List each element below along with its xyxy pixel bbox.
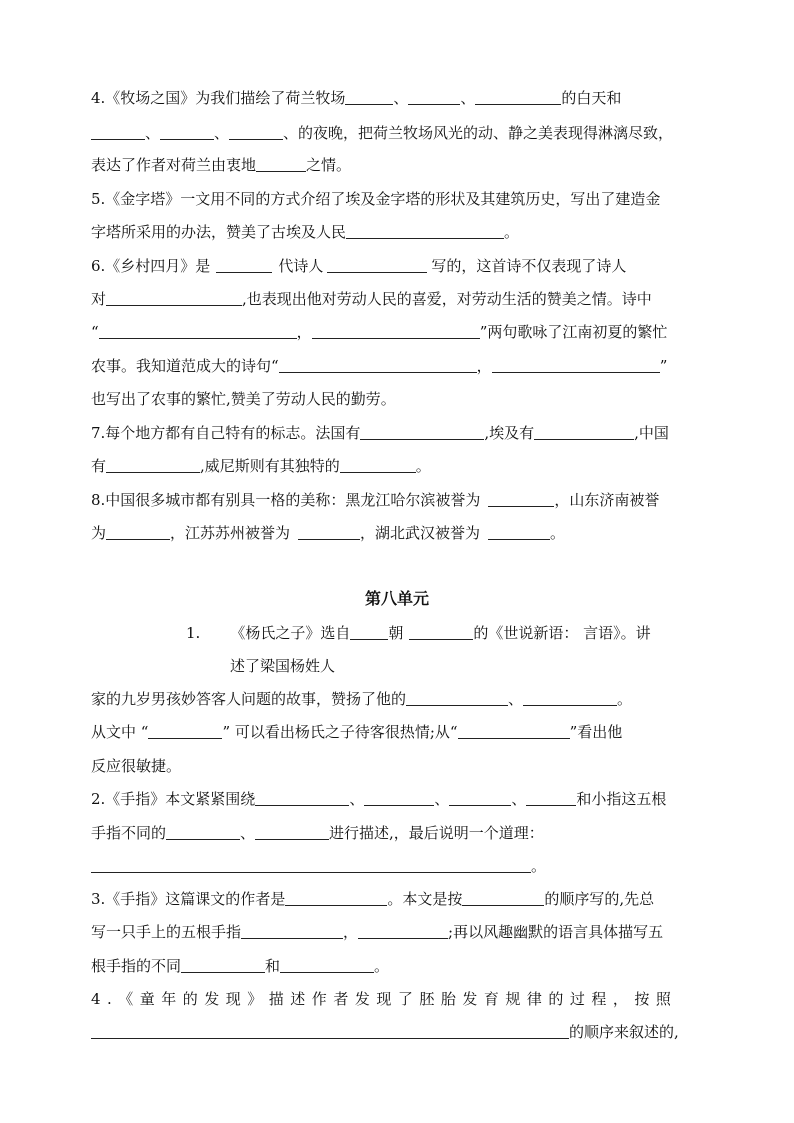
- answer-blank[interactable]: [99, 323, 297, 339]
- answer-blank[interactable]: [255, 824, 329, 840]
- u8q2-text: 、: [349, 790, 365, 808]
- q6-text: 6.《乡村四月》是: [91, 257, 211, 275]
- q8-text: 为: [91, 524, 107, 542]
- answer-blank[interactable]: [298, 524, 360, 540]
- answer-blank[interactable]: [526, 790, 576, 806]
- u8q1-text: 。: [617, 690, 633, 708]
- answer-blank[interactable]: [458, 723, 570, 739]
- q6-text: ”两句歌咏了江南初夏的繁忙: [479, 323, 668, 341]
- q5-text: 字塔所采用的办法，赞美了古埃及人民: [91, 223, 347, 241]
- u8q3-line-2: [91, 922, 703, 942]
- u8q1-line-3: [91, 689, 703, 709]
- u8q1-text: ” 可以看出杨氏之子待客很热情;从“: [222, 723, 458, 741]
- q8-text: ，湖北武汉被誉为: [360, 524, 481, 542]
- answer-blank[interactable]: [285, 890, 387, 906]
- u8q1-line-2: [230, 656, 700, 676]
- answer-blank[interactable]: [409, 624, 473, 640]
- q8-line-2: [91, 523, 703, 543]
- q7-line-1: [91, 423, 703, 443]
- answer-blank[interactable]: [449, 790, 511, 806]
- answer-blank[interactable]: [166, 824, 240, 840]
- answer-blank[interactable]: [345, 89, 393, 105]
- u8q2-text: 、: [434, 790, 450, 808]
- q7-line-2: [91, 456, 703, 476]
- q4-line-1: [91, 88, 703, 108]
- answer-blank[interactable]: [91, 1023, 569, 1039]
- answer-blank[interactable]: [340, 457, 416, 473]
- q6-text: ，: [296, 323, 312, 341]
- u8q2-text: 进行描述,，最后说明一个道理：: [329, 824, 544, 842]
- u8q1-text: 、: [508, 690, 524, 708]
- q8-text: ，山东济南被誉: [554, 491, 660, 509]
- u8q3-text: 。: [374, 957, 390, 975]
- answer-blank[interactable]: [229, 124, 283, 140]
- q4-text: 、: [393, 89, 409, 107]
- q6-line-2: [91, 289, 703, 309]
- answer-blank[interactable]: [462, 890, 544, 906]
- u8q1-text: 家的九岁男孩妙答客人问题的故事，赞扬了他的: [91, 690, 407, 708]
- u8q3-text: ，: [343, 923, 359, 941]
- answer-blank[interactable]: [106, 524, 170, 540]
- answer-blank[interactable]: [488, 524, 550, 540]
- q6-line-5: [91, 389, 703, 409]
- q4-text: 的白天和: [561, 89, 622, 107]
- answer-blank[interactable]: [492, 357, 660, 373]
- u8q3-text: 写一只手上的五根手指: [91, 923, 242, 941]
- u8q1-text: 朝: [388, 624, 404, 642]
- u8q3-text: 根手指的不同: [91, 957, 182, 975]
- answer-blank[interactable]: [534, 424, 634, 440]
- q5-line-2: [91, 222, 703, 242]
- answer-blank[interactable]: [181, 957, 265, 973]
- u8q1-text: 反应很敏捷。: [91, 757, 182, 775]
- q7-text: 有: [91, 457, 107, 475]
- q6-text: 对: [91, 290, 107, 308]
- u8q3-text: 3.《手指》这篇课文的作者是: [91, 890, 286, 908]
- u8q1-text: 《杨氏之子》选自: [230, 624, 351, 642]
- u8q3-line-1: [91, 889, 703, 909]
- answer-blank[interactable]: [91, 124, 145, 140]
- q4-text: 、: [145, 124, 161, 142]
- answer-blank[interactable]: [360, 424, 484, 440]
- q4-text: 4.《牧场之国》为我们描绘了荷兰牧场: [91, 89, 346, 107]
- u8q3-text: 的顺序写的,先总: [544, 890, 655, 908]
- answer-blank[interactable]: [358, 923, 448, 939]
- q4-line-2: [91, 123, 703, 143]
- q4-text: 表达了作者对荷兰由衷地: [91, 156, 257, 174]
- u8q1-text: 述了梁国杨姓人: [230, 657, 336, 675]
- answer-blank[interactable]: [406, 690, 508, 706]
- answer-blank[interactable]: [350, 624, 388, 640]
- q5-text: 5.《金字塔》一文用不同的方式介绍了埃及金字塔的形状及其建筑历史，写出了建造金: [91, 190, 661, 208]
- u8q2-line-2: [91, 823, 703, 843]
- answer-blank[interactable]: [160, 124, 214, 140]
- u8q3-text: ;再以风趣幽默的语言具体描写五: [448, 923, 664, 941]
- answer-blank[interactable]: [364, 790, 434, 806]
- answer-blank[interactable]: [279, 357, 477, 373]
- q5-text: 。: [504, 223, 520, 241]
- u8q1-text: ”看出他: [569, 723, 623, 741]
- answer-blank[interactable]: [255, 790, 349, 806]
- q6-line-3: [91, 322, 703, 342]
- u8q1-line-5: [91, 756, 703, 776]
- answer-blank[interactable]: [256, 156, 306, 172]
- q8-line-1: [91, 490, 703, 510]
- answer-blank[interactable]: [312, 323, 480, 339]
- u8q2-text: 和小指这五根: [576, 790, 667, 808]
- q4-line-3: [91, 155, 703, 175]
- q6-text: 也写出了农事的繁忙,赞美了劳动人民的勤劳。: [91, 390, 396, 408]
- answer-blank[interactable]: [488, 491, 554, 507]
- q5-line-1: [91, 189, 703, 209]
- u8q3-text: 。本文是按: [387, 890, 463, 908]
- answer-blank[interactable]: [216, 257, 272, 273]
- u8q4-text: 的顺序来叙述的,: [569, 1023, 679, 1041]
- u8q2-line-3: [91, 856, 703, 876]
- q6-text: ,也表现出他对劳动人民的喜爱，对劳动生活的赞美之情。诗中: [242, 290, 652, 308]
- u8q2-text: 2.《手指》本文紧紧围绕: [91, 790, 256, 808]
- u8q1-text: 的《世说新语： 言语》。讲: [473, 624, 651, 642]
- q6-line-4: [91, 356, 703, 376]
- u8q4-text: 4.《童年的发现》描述作者发现了胚胎发育规律的过程，按照: [91, 990, 678, 1008]
- q6-text: 代诗人: [278, 257, 324, 275]
- answer-blank[interactable]: [408, 89, 460, 105]
- q6-text: 农事。我知道范成大的诗句“: [91, 357, 279, 375]
- q7-text: ,威尼斯则有其独特的: [200, 457, 340, 475]
- q4-text: 、: [214, 124, 230, 142]
- u8q2-text: 、: [511, 790, 527, 808]
- q7-text: 。: [415, 457, 431, 475]
- answer-blank[interactable]: [280, 957, 374, 973]
- answer-blank[interactable]: [91, 857, 531, 873]
- answer-blank[interactable]: [346, 223, 504, 239]
- u8q4-line-2: [91, 1022, 703, 1042]
- answer-blank[interactable]: [106, 290, 242, 306]
- answer-blank[interactable]: [327, 257, 427, 273]
- answer-blank[interactable]: [475, 89, 561, 105]
- q7-text: 7.每个地方都有自己特有的标志。法国有: [91, 424, 361, 442]
- q6-line-1: [91, 256, 703, 276]
- q7-text: ,埃及有: [484, 424, 535, 442]
- unit-heading: 第八单元: [364, 589, 429, 608]
- answer-blank[interactable]: [148, 723, 222, 739]
- u8q1-text: 从文中 “: [91, 723, 149, 741]
- u8q4-line-1: [91, 989, 703, 1009]
- q6-text: ，: [476, 357, 492, 375]
- u8q2-text: 、: [240, 824, 256, 842]
- u8q2-text: 。: [531, 857, 547, 875]
- q4-text: 之情。: [306, 156, 352, 174]
- u8q3-text: 和: [265, 957, 281, 975]
- q8-text: 。: [550, 524, 566, 542]
- answer-blank[interactable]: [523, 690, 617, 706]
- u8q2-text: 手指不同的: [91, 824, 167, 842]
- q7-text: ,中国: [634, 424, 669, 442]
- answer-blank[interactable]: [106, 457, 200, 473]
- u8q3-line-3: [91, 956, 703, 976]
- q4-text: 、: [460, 89, 476, 107]
- answer-blank[interactable]: [241, 923, 343, 939]
- q8-text: 8.中国很多城市都有别具一格的美称：黑龙江哈尔滨被誉为: [91, 491, 481, 509]
- q6-text: “: [91, 323, 99, 341]
- u8q1-line-4: [91, 722, 703, 742]
- u8q1-line-1: [186, 623, 703, 643]
- q6-text: ”: [659, 357, 668, 375]
- q4-text: 、的夜晚，把荷兰牧场风光的动、静之美表现得淋漓尽致，: [283, 124, 674, 142]
- q8-text: ，江苏苏州被誉为: [170, 524, 291, 542]
- q6-text: 写的，这首诗不仅表现了诗人: [431, 257, 627, 275]
- u8q1-number: 1.: [186, 624, 201, 642]
- u8q2-line-1: [91, 789, 703, 809]
